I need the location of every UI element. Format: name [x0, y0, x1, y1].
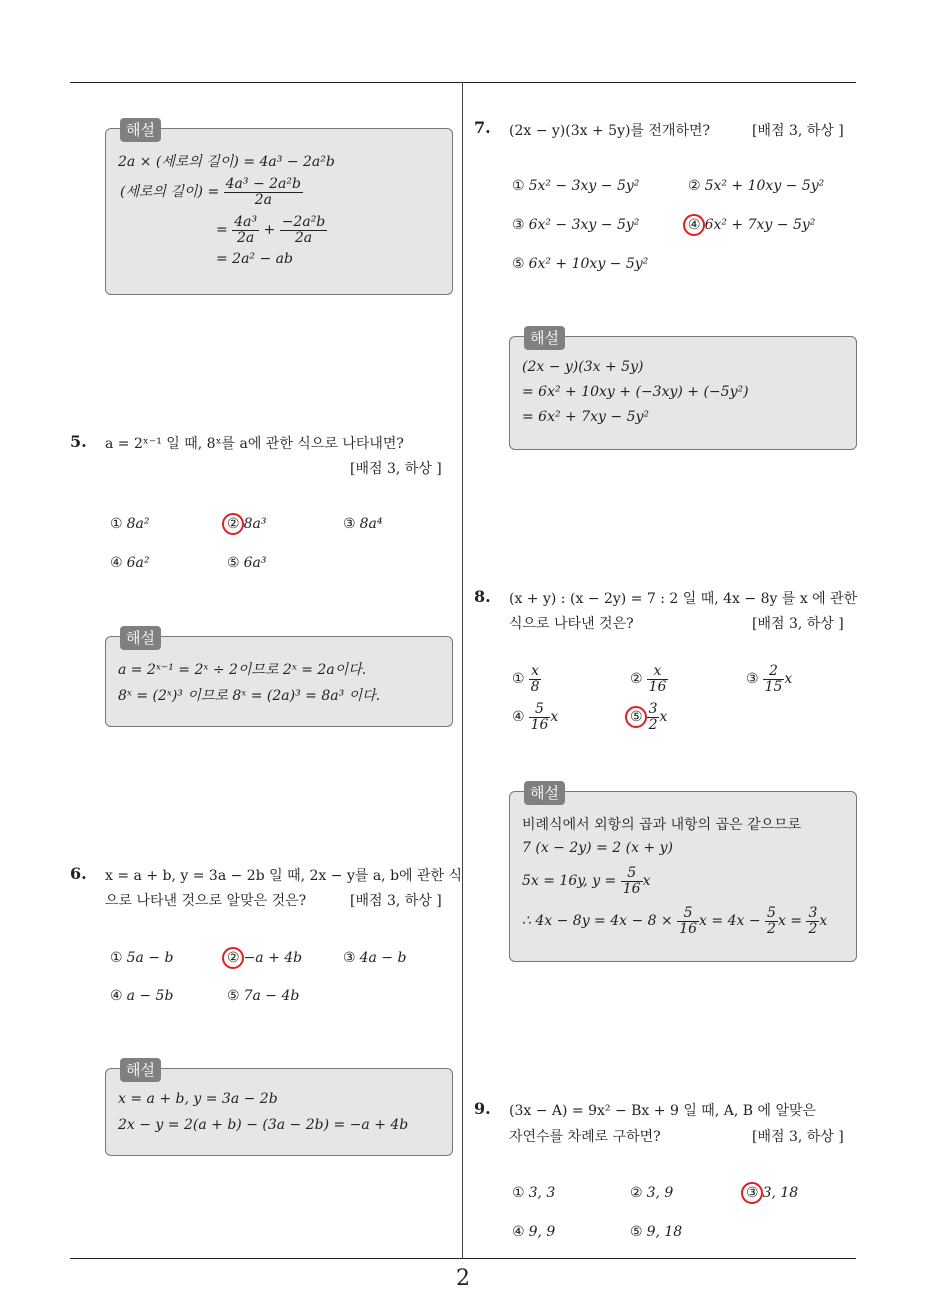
question-number: 7. [474, 118, 491, 137]
option-3[interactable]: ③ 3, 18 [746, 1185, 799, 1201]
option-2[interactable]: ② 3, 9 [630, 1185, 674, 1201]
option-2[interactable]: ② $\frac{x}{16}$ [630, 663, 667, 695]
question-text: (x + y) : (x − 2y) = 7 : 2 일 때, 4x − 8y 를 x 에 관한 [509, 591, 858, 607]
question-number: 9. [474, 1099, 491, 1118]
solution-line: 7 (x − 2y) = 2 (x + y) [522, 840, 673, 856]
option-4[interactable]: ④ 9, 9 [512, 1224, 556, 1240]
solution-box-q8 [509, 784, 857, 962]
solution-line: x = a + b, y = 3a − 2b [118, 1091, 278, 1107]
solution-line: 8ˣ = (2ˣ)³ 이므로 8ˣ = (2a)³ = 8a³ 이다. [118, 688, 381, 704]
option-4[interactable]: ④ 6x² + 7xy − 5y² [688, 217, 816, 233]
solution-tag: 해설 [524, 781, 565, 805]
solution-line: = 6x² + 7xy − 5y² [522, 409, 649, 425]
option-4[interactable]: ④ a − 5b [110, 988, 174, 1004]
question-text: 으로 나타낸 것으로 알맞은 것은? [105, 893, 307, 909]
solution-line: = 6x² + 10xy + (−3xy) + (−5y²) [522, 384, 749, 400]
question-score: [배점 3, 하상 ] [752, 123, 844, 139]
option-5[interactable]: ⑤ $\frac{3}{2}$ x [630, 701, 668, 733]
question-number: 5. [70, 432, 87, 451]
bottom-rule [70, 1258, 856, 1259]
question-text: 자연수를 차례로 구하면? [509, 1129, 661, 1145]
question-text: x = a + b, y = 3a − 2b 일 때, 2x − y를 a, b에 관한 식 [105, 868, 463, 884]
question-score: [배점 3, 하상 ] [752, 1129, 844, 1145]
solution-line: a = 2ˣ⁻¹ = 2ˣ ÷ 2이므로 2ˣ = 2a이다. [118, 662, 367, 678]
question-score: [배점 3, 하상 ] [350, 461, 442, 477]
solution-line: (2x − y)(3x + 5y) [522, 359, 644, 375]
option-2[interactable]: ② −a + 4b [227, 950, 303, 966]
top-rule [70, 82, 856, 83]
question-text: a = 2ˣ⁻¹ 일 때, 8ˣ를 a에 관한 식으로 나타내면? [105, 436, 404, 452]
option-5[interactable]: ⑤ 6x² + 10xy − 5y² [512, 256, 649, 272]
solution-line: (세로의 길이) = $\frac{\text{4a³ − 2a²b}}{2a}$ [120, 176, 301, 208]
option-1[interactable]: ① 5x² − 3xy − 5y² [512, 178, 640, 194]
option-1[interactable]: ① 8a² [110, 516, 150, 532]
solution-line: 2x − y = 2(a + b) − (3a − 2b) = −a + 4b [118, 1117, 409, 1133]
option-3[interactable]: ③ 8a⁴ [343, 516, 383, 532]
option-2[interactable]: ② 8a³ [227, 516, 267, 532]
question-number: 8. [474, 587, 491, 606]
option-1[interactable]: ① 3, 3 [512, 1185, 556, 1201]
column-divider [462, 82, 463, 1259]
question-score: [배점 3, 하상 ] [752, 616, 844, 632]
answer-circle [683, 214, 705, 236]
solution-line: ∴ 4x − 8y = 4x − 8 × $\frac{5}{16}$ x = 4x − $\frac{5}{2}$ x = $\frac{3}{2}$ x [522, 905, 828, 937]
option-4[interactable]: ④ $\frac{5}{16}$ x [512, 701, 559, 733]
option-5[interactable]: ⑤ 7a − 4b [227, 988, 300, 1004]
solution-tag: 해설 [120, 1058, 161, 1082]
question-number: 6. [70, 864, 87, 883]
solution-line: = $\frac{\text{4a³}}{2a}$ + $\frac{\text{−2a²b}}{2a}$ [216, 214, 326, 246]
solution-line: 2a × (세로의 길이) = 4a³ − 2a²b [118, 154, 335, 170]
solution-line: 5x = 16y, y = $\frac{5}{16}$ x [522, 865, 651, 897]
question-text: (3x − A) = 9x² − Bx + 9 일 때, A, B 에 알맞은 [509, 1103, 817, 1119]
solution-box-q6 [105, 1061, 453, 1156]
solution-tag: 해설 [120, 626, 161, 650]
option-3[interactable]: ③ 4a − b [343, 950, 407, 966]
question-score: [배점 3, 하상 ] [350, 893, 442, 909]
option-3[interactable]: ③ $\frac{2}{15}$ x [746, 663, 793, 695]
solution-line: = 2a² − ab [216, 251, 293, 267]
solution-box-q5 [105, 629, 453, 727]
answer-circle [222, 947, 244, 969]
solution-box-q4 [105, 121, 453, 295]
solution-box-q7 [509, 329, 857, 450]
answer-circle [625, 706, 647, 728]
question-text: 식으로 나타낸 것은? [509, 616, 634, 632]
page-number: 2 [456, 1266, 470, 1291]
option-2[interactable]: ② 5x² + 10xy − 5y² [688, 178, 825, 194]
answer-circle [741, 1182, 763, 1204]
solution-tag: 해설 [524, 326, 565, 350]
option-5[interactable]: ⑤ 6a³ [227, 555, 267, 571]
option-1[interactable]: ① 5a − b [110, 950, 174, 966]
answer-circle [222, 513, 244, 535]
option-5[interactable]: ⑤ 9, 18 [630, 1224, 683, 1240]
option-4[interactable]: ④ 6a² [110, 555, 150, 571]
option-3[interactable]: ③ 6x² − 3xy − 5y² [512, 217, 640, 233]
solution-line: 비례식에서 외항의 곱과 내항의 곱은 같으므로 [522, 817, 802, 833]
solution-tag: 해설 [120, 118, 161, 142]
question-text: (2x − y)(3x + 5y)를 전개하면? [509, 123, 711, 139]
option-1[interactable]: ① $\frac{x}{8}$ [512, 663, 540, 695]
